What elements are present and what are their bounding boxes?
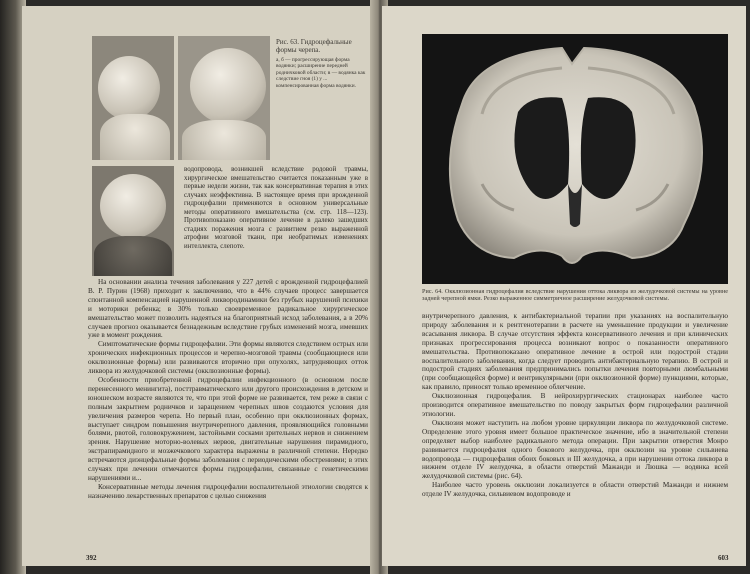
paragraph: внутричерепного давления, к антибактериальной терапии при указаниях на воспалительную природу заболевания и к рентгенотерапии в расчете на уменьшение продукции и увеличение всасывания ликвора. В случае отсутствия эффекта консервативного лечения и при клинических признаках прогрессирования процесса возникают вопрос о показанности оперативного вмешательства. Противопоказано оперативное лечение в острой или подострой стадии воспалительного заболевания, когда следует проводить антибактериальную терапию. В острой и подострой стадиях заболевания предпринимались попытки лечения повторными люмбальными (при сообщающейся форме) и вентрикулярными (при окклюзионной форме) пункциями, которые, как правило, приносят только временное облегчение.	[422, 312, 728, 392]
figure-63-title: Рис. 63. Гидроцефальные формы черепа.	[276, 38, 352, 54]
paragraph: Симптоматические формы гидроцефалии. Эти формы являются следствием острых или хронических инфекционных процессов и черепно-мозговой травмы (сообщающиеся или окклюзионные формы) или развиваются вторично при опухолях, затрудняющих отток ликвора из желудочковой системы (окклюзионные формы).	[88, 340, 368, 376]
paragraph: Окклюзия может наступить на любом уровне циркуляции ликвора по желудочковой системе. Определение этого уровня имеет большое практическое значение, ибо в значительной степени определяет выбор наиболее радикального метода операции. При закрытии отверстия Монро развивается гидроцефалия одного бокового желудочка, при окклюзии на уровне сильвиева водопровода — гидроцефалия обоих боковых и III желудочка, а при нарушении оттока ликвора в нижнем отделе IV желудочка, в области отверстий Мажанди и Люшка — водянка всей желудочковой системы (рис. 64).	[422, 418, 728, 481]
left-column-text	[184, 166, 368, 251]
brain-section-photo	[422, 34, 728, 284]
figure-64-caption: Рис. 64. Окклюзионная гидроцефалия вследствие нарушения оттока ликвора из желудочковой системы на уровне задней черепной ямки. Резко выраженное симметричное расширение желудочковой системы.	[422, 288, 728, 303]
right-page	[382, 6, 746, 566]
photo-child-c	[92, 166, 174, 276]
figure-63-subcaption: а, б — прогрессирующая форма водянки; расширение передней родничковой области; в — водянка как следствие гноя (1) у ... компенсированная форма водянки.	[276, 57, 366, 89]
photo-child-b	[178, 36, 270, 160]
paragraph: Наиболее часто уровень окклюзии локализуется в области отверстий Мажанди и нижнем отделе IV желудочка, сильвиевом водопроводе и	[422, 481, 728, 499]
right-body-text	[422, 312, 728, 550]
figure-63-caption	[276, 38, 368, 89]
paragraph: Особенности приобретенной гидроцефалии инфекционного (в основном после перенесенного менингита), посттравматического или другого происхождения в детском и юношеском возрасте являются те, что при этой форме не развивается, тем реже в связи с полным закрытием родничков и заращением черепных швов создаются условия для увеличения размеров черепа. Но первый план, особенно при окклюзионных формах, выступает синдром повышения внутричерепного давления, проявляющийся головными болями, рвотой, головокружением, застойными сосками зрительных нервов и снижением зрения. Нарушение моторно-волевых нервов, двигательные нарушения пирамидного, экстрапирамидного и мозжечкового характера выражены в различной степени. Нередко встречаются диэнцефальные формы заболевания с периодическими обострениями; в этих случаях при лечении отмечаются формы гидроцефалии, связанные с генетическими нарушениями и...	[88, 375, 368, 482]
paragraph: На основании анализа течения заболевания у 227 детей с врожденной гидроцефалией В. Р. Пурин (1968) приходит к заключению, что в 44% случаев процесс завершается спонтанной компенсацией нарушенной ликвородинамики без грубых нарушений психики и моторики ребенка; в 30% только своевременное радикальное хирургическое вмешательство может позволить надеяться на благоприятный исход заболевания, а в 20% случаев прогноз оказывается безнадежным вследствие грубых изменений мозга, имевших уже в момент рождения.	[88, 278, 368, 340]
paragraph: Окклюзионная гидроцефалия. В нейрохирургических стационарах наиболее часто производится оперативное вмешательство по поводу закрытых форм гидроцефалии различной этиологии.	[422, 392, 728, 418]
left-body-text	[88, 278, 368, 540]
page-number: 603	[718, 554, 729, 562]
page-number: 392	[86, 554, 97, 562]
paragraph: Консервативные методы лечения гидроцефалии воспалительной этиологии сводятся к назначению лекарственных препаратов с целью снижения	[88, 482, 368, 500]
photo-child-a	[92, 36, 174, 160]
left-column-paragraph: водопровода, возникшей вследствие родовой травмы, хирургическое вмешательство считается показанным уже в первые недели жизни, так как консервативная терапия в этих случаях неэффективна. В настоящее время при врожденной гидроцефалии применяются в основном универсальные методы оперативного вмешательства (см. стр. 118—123). Противопоказано оперативное лечение в далеко зашедших стадиях поражения мозга с развитием резко выраженной атрофии мозговой ткани, при необратимых изменениях интеллекта, слепоте.	[184, 166, 368, 250]
brain-section-image	[422, 34, 728, 284]
left-page	[22, 6, 374, 566]
